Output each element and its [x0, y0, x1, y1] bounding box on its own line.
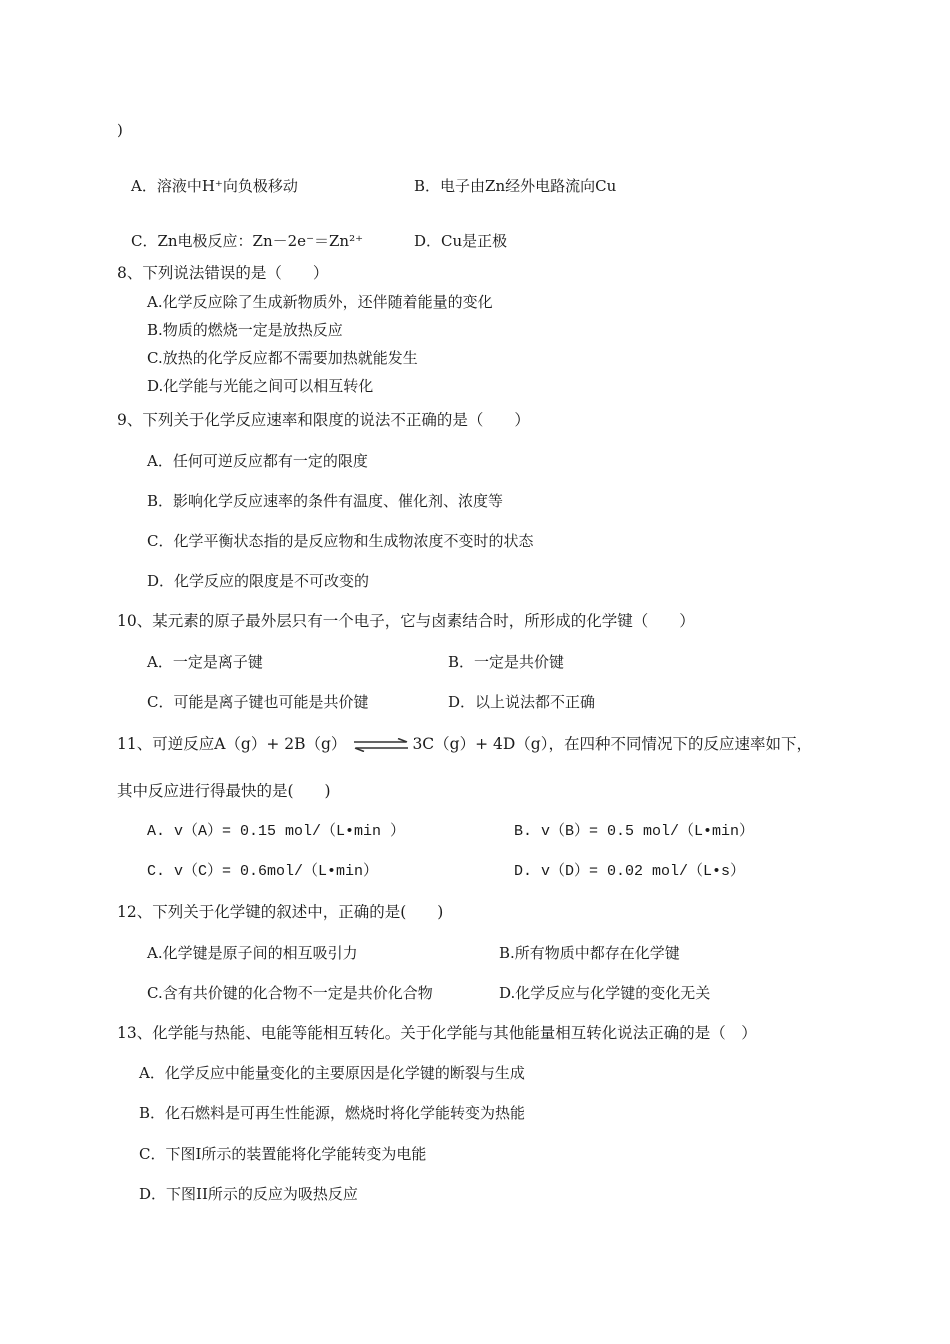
q10-option-c: C．可能是离子键也可能是共价键: [147, 693, 369, 711]
q7-close-paren: ): [117, 121, 123, 139]
q12-option-d: D.化学反应与化学键的变化无关: [499, 984, 711, 1002]
q9-option-c: C．化学平衡状态指的是反应物和生成物浓度不变时的状态: [147, 532, 534, 550]
q9-option-b: B．影响化学反应速率的条件有温度、催化剂、浓度等: [147, 492, 504, 510]
q13-option-c: C．下图I所示的装置能将化学能转变为电能: [139, 1145, 427, 1163]
q11-stem-line2: 其中反应进行得最快的是( ): [117, 782, 331, 800]
q11-stem-right: 3C（g）+ 4D（g），在四种不同情况下的反应速率如下，: [412, 735, 812, 753]
q7-option-c: C．Zn电极反应：Zn－2e⁻＝Zn²⁺: [131, 232, 363, 250]
q12-option-b: B.所有物质中都存在化学键: [499, 944, 680, 962]
q10-stem: 10、某元素的原子最外层只有一个电子，它与卤素结合时，所形成的化学键（ ）: [117, 612, 695, 630]
q10-option-d: D．以上说法都不正确: [448, 693, 596, 711]
q11-option-a: A. v（A）= 0.15 mol/（L•min ）: [147, 823, 406, 840]
q8-option-b: B.物质的燃烧一定是放热反应: [147, 321, 343, 339]
q9-stem: 9、下列关于化学反应速率和限度的说法不正确的是（ ）: [117, 411, 530, 429]
q7-option-b: B．电子由Zn经外电路流向Cu: [414, 177, 617, 195]
q11-option-b: B. v（B）= 0.5 mol/（L•min）: [514, 823, 755, 840]
q10-option-b: B．一定是共价键: [448, 653, 565, 671]
equilibrium-arrow-icon: [352, 738, 410, 752]
q11-stem-left: 11、可逆反应A（g）+ 2B（g）: [117, 735, 347, 753]
q11-option-d: D. v（D）= 0.02 mol/（L•s）: [514, 863, 746, 880]
q13-stem: 13、化学能与热能、电能等能相互转化。关于化学能与其他能量相互转化说法正确的是（ ）: [117, 1024, 757, 1042]
q12-option-c: C.含有共价键的化合物不一定是共价化合物: [147, 984, 433, 1002]
q11-option-c: C. v（C）= 0.6mol/（L•min）: [147, 863, 379, 880]
q12-option-a: A.化学键是原子间的相互吸引力: [147, 944, 358, 962]
q7-option-d: D．Cu是正极: [414, 232, 508, 250]
q12-stem: 12、下列关于化学键的叙述中，正确的是( ): [117, 903, 444, 921]
q13-option-d: D．下图II所示的反应为吸热反应: [139, 1185, 358, 1203]
q9-option-a: A．任何可逆反应都有一定的限度: [147, 452, 368, 470]
q11-stem: [117, 734, 812, 754]
q9-option-d: D．化学反应的限度是不可改变的: [147, 572, 370, 590]
q13-option-a: A．化学反应中能量变化的主要原因是化学键的断裂与生成: [139, 1064, 525, 1082]
q8-option-d: D.化学能与光能之间可以相互转化: [147, 377, 374, 395]
q8-option-a: A.化学反应除了生成新物质外，还伴随着能量的变化: [147, 293, 493, 311]
q7-option-a: A．溶液中H⁺向负极移动: [131, 177, 298, 195]
q10-option-a: A．一定是离子键: [147, 653, 263, 671]
q13-option-b: B．化石燃料是可再生性能源，燃烧时将化学能转变为热能: [139, 1104, 526, 1122]
q8-stem: 8、下列说法错误的是（ ）: [117, 264, 329, 282]
q8-option-c: C.放热的化学反应都不需要加热就能发生: [147, 349, 418, 367]
